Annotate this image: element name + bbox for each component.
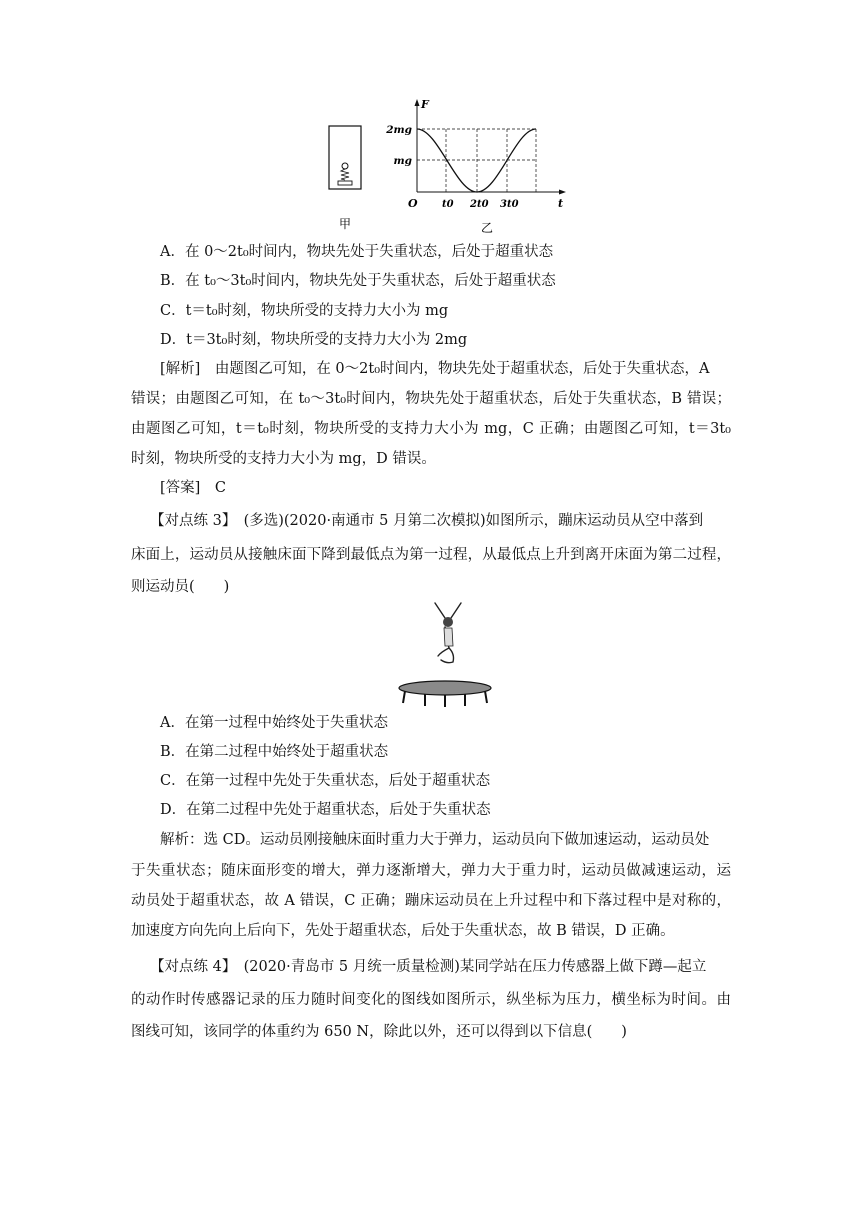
practice3-option-c: C．在第一过程中先处于失重状态，后处于超重状态 [160,773,491,789]
practice3-analysis-line2: 于失重状态；随床面形变的增大，弹力逐渐增大，弹力大于重力时，运动员做减速运动，运 [131,863,731,879]
tick-t0: t0 [442,199,454,210]
tick-mg: mg [393,155,412,167]
origin-label: O [408,197,418,210]
practice3-analysis-line3: 动员处于超重状态，故 A 错误，C 正确；蹦床运动员在上升过程中和下落过程中是对称的， [131,893,731,909]
figure-force-time [320,96,580,238]
practice3-option-d: D．在第二过程中先处于超重状态，后处于失重状态 [160,802,491,818]
option-a: A．在 0～2t₀时间内，物块先处于失重状态，后处于超重状态 [160,244,554,260]
analysis1-line1: [解析] 由题图乙可知，在 0～2t₀时间内，物块先处于超重状态，后处于失重状态，A [160,361,710,377]
practice3-option-b: B．在第二过程中始终处于超重状态 [160,744,389,760]
practice3-line2: 床面上，运动员从接触床面下降到最低点为第一过程，从最低点上升到离开床面为第二过程， [131,547,731,563]
practice4-line2: 的动作时传感器记录的压力随时间变化的图线如图所示，纵坐标为压力，横坐标为时间。由 [131,992,731,1008]
practice3-line1: 【对点练 3】 (多选)(2020·南通市 5 月第二次模拟)如图所示，蹦床运动员从空中落到 [150,513,704,529]
practice4-line1: 【对点练 4】 (2020·青岛市 5 月统一质量检测)某同学站在压力传感器上做下蹲—起立 [150,959,707,975]
label-yi: 乙 [480,221,494,235]
option-d: D．t＝3t₀时刻，物块所受的支持力大小为 2mg [160,332,468,348]
option-c: C．t＝t₀时刻，物块所受的支持力大小为 mg [160,303,449,319]
practice3-option-a: A．在第一过程中始终处于失重状态 [160,715,388,731]
practice3-analysis-line4: 加速度方向先向上后向下，先处于超重状态，后处于失重状态，故 B 错误，D 正确。 [131,923,675,939]
analysis1-line2: 错误；由题图乙可知，在 t₀～3t₀时间内，物块先处于超重状态，后处于失重状态，B 错误； [131,391,731,407]
answer1: [答案] C [160,480,226,496]
analysis1-line4: 时刻，物块所受的支持力大小为 mg，D 错误。 [131,451,436,467]
axis-label-f: F [421,98,429,111]
tick-2mg: 2mg [386,124,412,136]
option-b: B．在 t₀～3t₀时间内，物块先处于失重状态，后处于超重状态 [160,273,556,289]
tick-2t0: 2t0 [470,199,489,210]
practice3-line3: 则运动员( ) [131,579,230,595]
axis-label-t: t [558,197,564,210]
box-with-spring-diagram [329,126,361,189]
practice3-analysis-line1: 解析：选 CD。运动员刚接触床面时重力大于弹力，运动员向下做加速运动，运动员处 [160,832,710,848]
analysis1-line3: 由题图乙可知，t＝t₀时刻，物块所受的支持力大小为 mg，C 正确；由题图乙可知，t＝3t₀ [131,421,731,437]
trampoline-illustration [395,600,495,710]
label-jia: 甲 [338,217,352,231]
force-curve [417,129,536,192]
tick-3t0: 3t0 [500,199,519,210]
practice4-line3: 图线可知，该同学的体重约为 650 N，除此以外，还可以得到以下信息( ) [131,1024,627,1040]
ft-graph [415,99,567,195]
